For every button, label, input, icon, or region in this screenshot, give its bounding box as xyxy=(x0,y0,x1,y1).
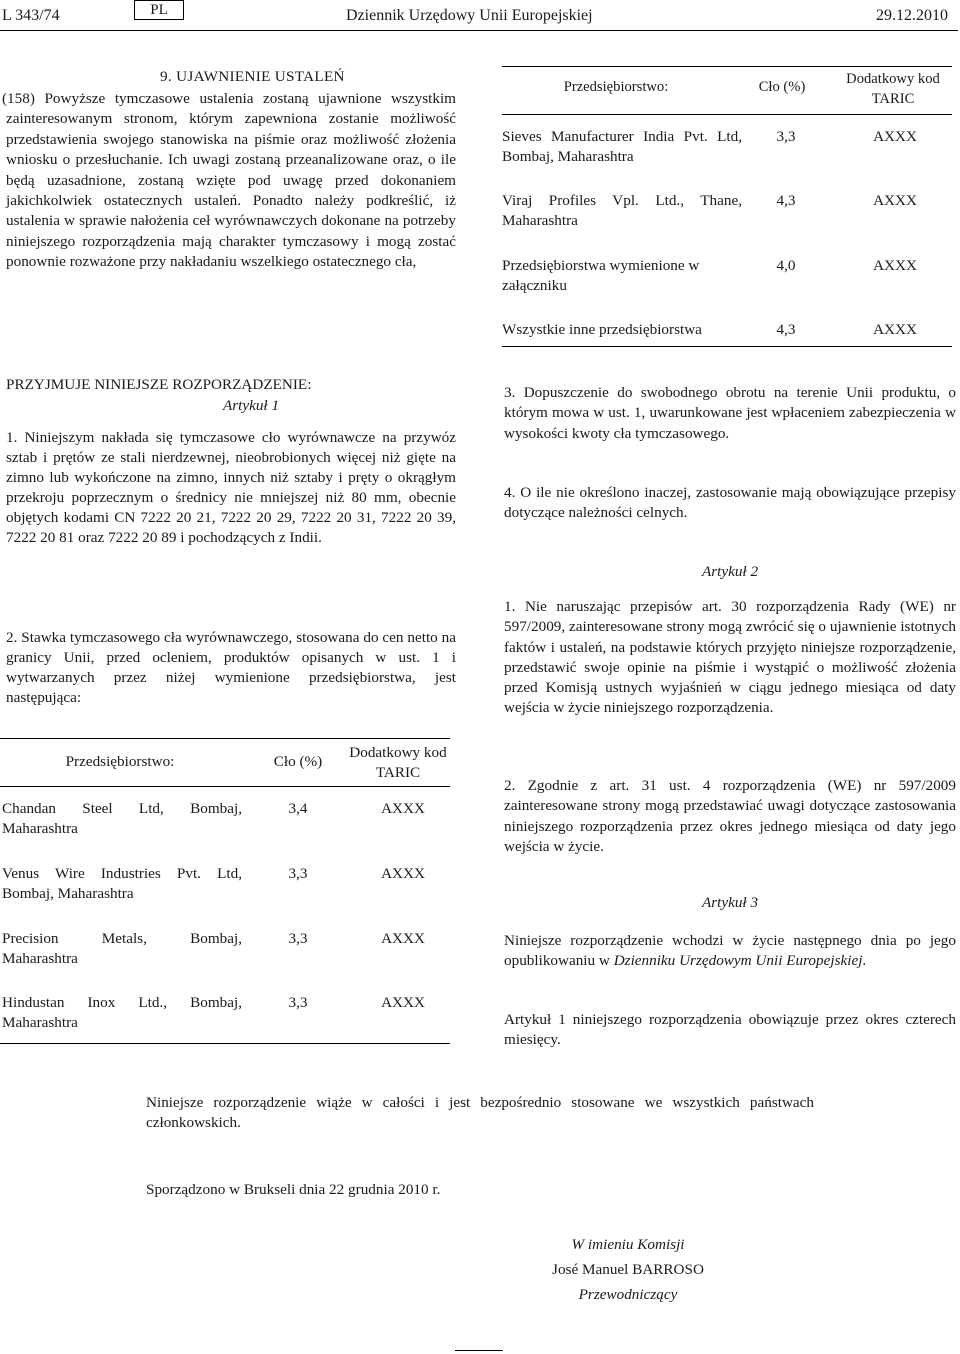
article-1-paragraph-4: 4. O ile nie określono inaczej, zastosowanie mają obowiązujące przepisy dotyczące należności celnych. xyxy=(504,484,956,522)
duty-rate: 3,3 xyxy=(288,930,308,947)
header-duty: Cło (%) xyxy=(758,79,806,95)
duty-rate: 3,4 xyxy=(288,800,308,817)
taric-code: AXXX xyxy=(873,128,917,145)
duty-rate: 4,3 xyxy=(776,321,796,338)
article-3-paragraph-2: Artykuł 1 niniejszego rozporządzenia obowiązuje przez okres czterech miesięcy. xyxy=(504,1011,956,1049)
header-rule xyxy=(0,30,958,31)
company-name: Hindustan Inox Ltd., Bombaj, Maharashtra xyxy=(2,994,242,1032)
article-3-paragraph-1 xyxy=(504,931,956,972)
company-name: Viraj Profiles Vpl. Ltd., Thane, Maharashtra xyxy=(502,192,742,230)
company-name: Chandan Steel Ltd, Bombaj, Maharashtra xyxy=(2,800,242,838)
header-taric: Dodatkowy kod TARIC xyxy=(349,744,447,782)
journal-title: Dziennik Urzędowy Unii Europejskiej xyxy=(346,7,593,24)
table-left-top-rule xyxy=(0,738,450,739)
signatory-on-behalf: W imieniu Komisji xyxy=(571,1236,685,1253)
table-right-top-rule xyxy=(502,66,952,67)
article-1-title: Artykuł 1 xyxy=(222,397,280,414)
article-2-paragraph-2: 2. Zgodnie z art. 31 ust. 4 rozporządzenia (WE) nr 597/2009 zainteresowane strony mogą przedstawiać uwagi dotyczące zastosowania niniejszego rozporządzenia przez okres jednego miesiąca od daty jego wejścia w życie. xyxy=(504,777,956,855)
taric-code: AXXX xyxy=(381,865,425,882)
taric-code: AXXX xyxy=(381,800,425,817)
duty-table-right xyxy=(502,70,952,109)
article-1-paragraph-2: 2. Stawka tymczasowego cła wyrównawczego, stosowana do cen netto na granicy Unii, przed ocleniem, produktów opisanych w ust. 1 i wytwarzanych przez niżej wymienione przedsiębiorstwa, jest następująca: xyxy=(6,629,456,707)
company-name: Venus Wire Industries Pvt. Ltd, Bombaj, Maharashtra xyxy=(2,865,242,903)
company-name: Sieves Manufacturer India Pvt. Ltd, Bombaj, Maharashtra xyxy=(502,128,742,166)
header-company: Przedsiębiorstwo: xyxy=(65,753,175,770)
footnote-rule xyxy=(455,1350,503,1351)
journal-name: Dzienniku Urzędowym Unii Europejskiej xyxy=(613,952,863,970)
page-reference: L 343/74 xyxy=(2,7,60,24)
duty-rate: 3,3 xyxy=(776,128,796,145)
language-code: PL xyxy=(134,0,184,20)
adoption-clause: PRZYJMUJE NINIEJSZE ROZPORZĄDZENIE: xyxy=(6,376,312,393)
table-left-header-rule xyxy=(0,786,450,787)
taric-code: AXXX xyxy=(381,930,425,947)
header-taric: Dodatkowy kod TARIC xyxy=(846,71,940,107)
table-right-bottom-rule xyxy=(502,346,952,347)
table-left-bottom-rule xyxy=(0,1043,450,1044)
header-duty: Cło (%) xyxy=(273,753,323,770)
article-2-title: Artykuł 2 xyxy=(701,563,759,580)
company-name: Wszystkie inne przedsiębiorstwa xyxy=(502,321,702,338)
table-header-row xyxy=(502,70,952,109)
signatory-name: José Manuel BARROSO xyxy=(552,1261,704,1278)
duty-rate: 3,3 xyxy=(288,865,308,882)
header-company: Przedsiębiorstwo: xyxy=(563,79,669,95)
article-3-text-b: . xyxy=(862,952,867,970)
article-2-paragraph-1: 1. Nie naruszając przepisów art. 30 rozporządzenia Rady (WE) nr 597/2009, zainteresowane strony mogą zwrócić się o ujawnienie istotnych faktów i ustaleń, na podstawie których przyjęto niniejsze rozporządzenie, przedstawić swoje opinie na piśmie i wystąpić o możliwość złożenia przed Komisją ustnych wyjaśnień w ciągu jednego miesiąca od daty wejścia w życie niniejszego rozporządzenia. xyxy=(504,598,956,717)
paragraph-158: (158) Powyższe tymczasowe ustalenia zostaną ujawnione wszystkim zainteresowanym stronom, którym zapewniona zostanie możliwość przedstawienia swojego stanowiska na piśmie oraz możliwość złożenia wniosku o przesłuchanie. Ich uwagi zostaną przeanalizowane oraz, o ile będą uzasadnione, zostaną wzięte pod uwagę przed dokonaniem jakichkolwiek ostatecznych ustaleń. Ponadto należy podkreślić, iż ustalenia w sprawie nałożenia ceł wyrównawczych dokonane na potrzeby niniejszego rozporządzenia mają charakter tymczasowy i mogą zostać ponownie rozważone przy nakładaniu wszelkiego ostatecznego cła, xyxy=(2,90,456,271)
article-3-text-a: Niniejsze rozporządzenie wchodzi w życie następnego dnia po jego opublikowaniu w xyxy=(504,932,956,970)
article-1-paragraph-1: 1. Niniejszym nakłada się tymczasowe cło wyrównawcze na przywóz sztab i prętów ze stali nierdzewnej, nieobrobionych więcej niż gięte na zimno lub wykończone na zimno, innych niż sztaby i pręty o okrągłym przekroju poprzecznym o średnicy nie mniejszej niż 80 mm, obecnie objętych kodami CN 7222 20 21, 7222 20 29, 7222 20 31, 7222 20 39, 7222 20 81 oraz 7222 20 89 i pochodzących z Indii. xyxy=(6,429,456,547)
company-name: Przedsiębiorstwa wymienione w załączniku xyxy=(502,257,700,295)
publication-date: 29.12.2010 xyxy=(876,7,948,24)
duty-rate: 3,3 xyxy=(288,994,308,1011)
company-name: Precision Metals, Bombaj, Maharashtra xyxy=(2,930,242,968)
taric-code: AXXX xyxy=(873,257,917,274)
article-1-paragraph-3: 3. Dopuszczenie do swobodnego obrotu na terenie Unii produktu, o którym mowa w ust. 1, uwarunkowane jest wpłaceniem zabezpieczenia w wysokości kwoty cła tymczasowego. xyxy=(504,384,956,442)
signatory-role: Przewodniczący xyxy=(578,1286,678,1303)
binding-clause: Niniejsze rozporządzenie wiąże w całości i jest bezpośrednio stosowane we wszystkich państwach członkowskich. xyxy=(146,1094,814,1132)
table-right-header-rule xyxy=(502,114,952,115)
done-at: Sporządzono w Brukseli dnia 22 grudnia 2010 r. xyxy=(146,1181,441,1198)
duty-rate: 4,0 xyxy=(776,257,796,274)
duty-rate: 4,3 xyxy=(776,192,796,209)
taric-code: AXXX xyxy=(381,994,425,1011)
section-title: 9. UJAWNIENIE USTALEŃ xyxy=(160,68,345,85)
article-3-title: Artykuł 3 xyxy=(701,894,759,911)
taric-code: AXXX xyxy=(873,192,917,209)
taric-code: AXXX xyxy=(873,321,917,338)
